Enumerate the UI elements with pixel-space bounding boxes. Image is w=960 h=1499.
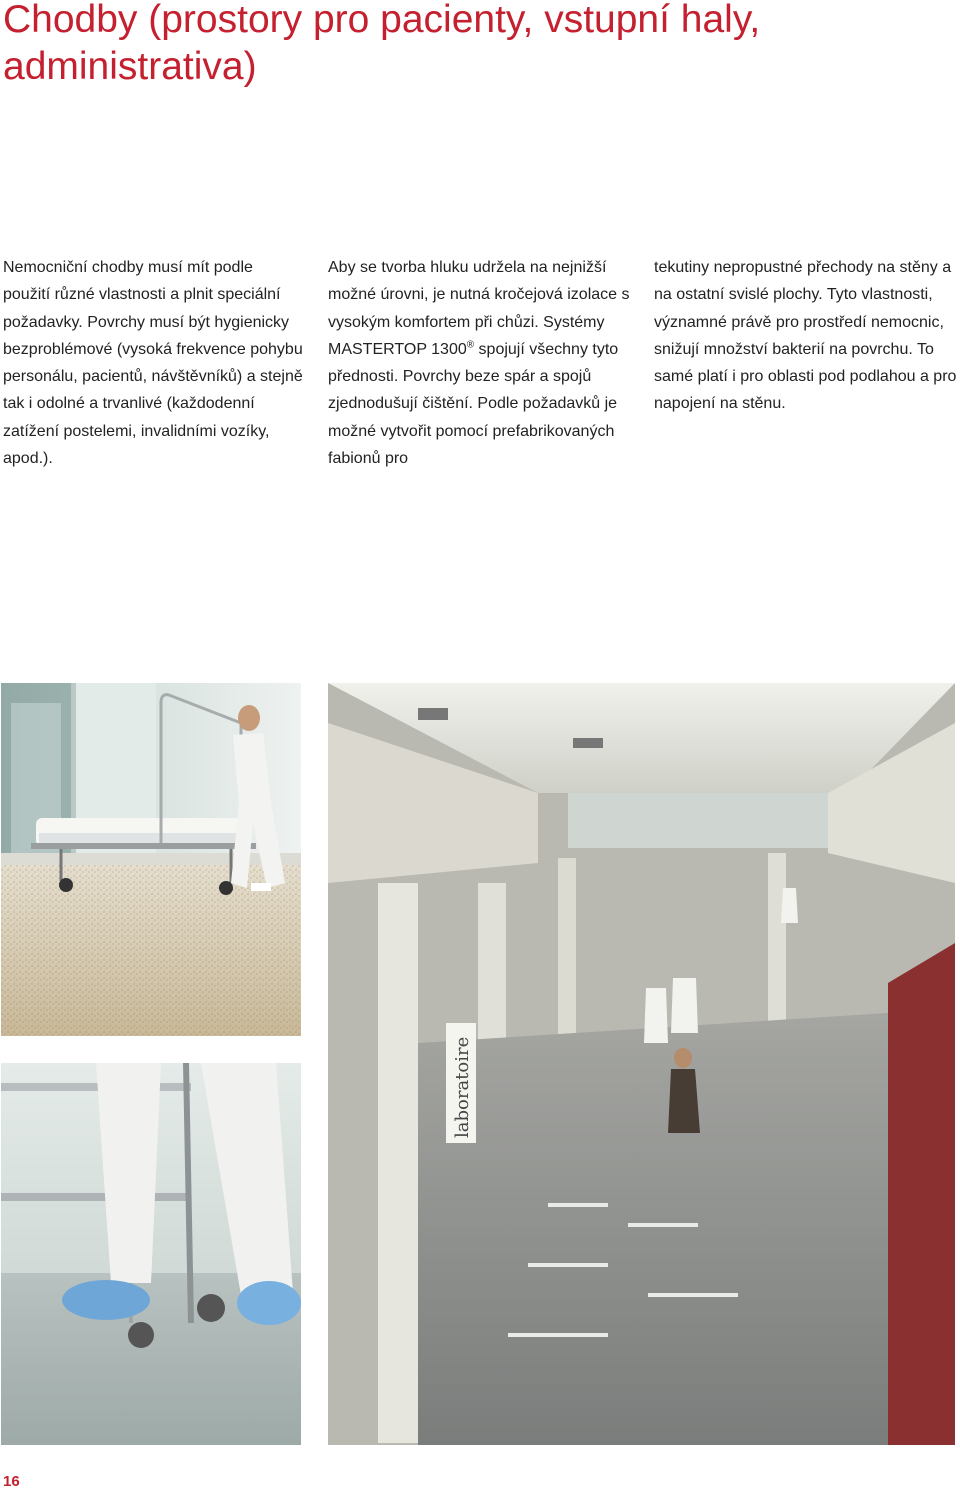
text-column-2-part-b: spojují všechny tyto přednosti. Povrchy beze spár a spojů zjednodušují čištění. Podle požadavků je možné vytvořit pomocí prefabrikovaných fabionů pro	[328, 340, 619, 468]
text-column-2-part-a: Aby se tvorba hluku udržela na nejnižší možné úrovni, je nutná kročejová izolace s vysokým komfortem při chůzi. Systémy MASTERTOP 1300	[328, 259, 630, 358]
page-title: Chodby (prostory pro pacienty, vstupní haly, administrativa)	[3, 0, 761, 88]
photo-shoe-covers	[1, 1063, 301, 1445]
registered-mark: ®	[466, 339, 475, 351]
photo-corridor-bed	[1, 683, 301, 1036]
laboratoire-sign: laboratoire	[452, 1036, 473, 1138]
page-number: 16	[3, 1473, 20, 1490]
text-column-1: Nemocniční chodby musí mít podle použití různé vlastnosti a plnit speciální požadavky. Povrchy musí být hygienicky bezproblémové (vysoká frekvence pohybu personálu, pacientů, návštěvníků) a stejně tak i odolné a trvanlivé (každodenní zatížení postelemi, invalidními vozíky, apod.).	[3, 259, 303, 468]
photo-atrium-hall	[328, 683, 955, 1445]
text-column-3: tekutiny nepropustné přechody na stěny a na ostatní svislé plochy. Tyto vlastnosti, významné právě pro prostředí nemocnic, snižují množství bakterií na povrchu. To samé platí i pro oblasti pod podlahou a pro napojení na stěnu.	[654, 259, 957, 413]
text-column-2	[328, 254, 638, 472]
